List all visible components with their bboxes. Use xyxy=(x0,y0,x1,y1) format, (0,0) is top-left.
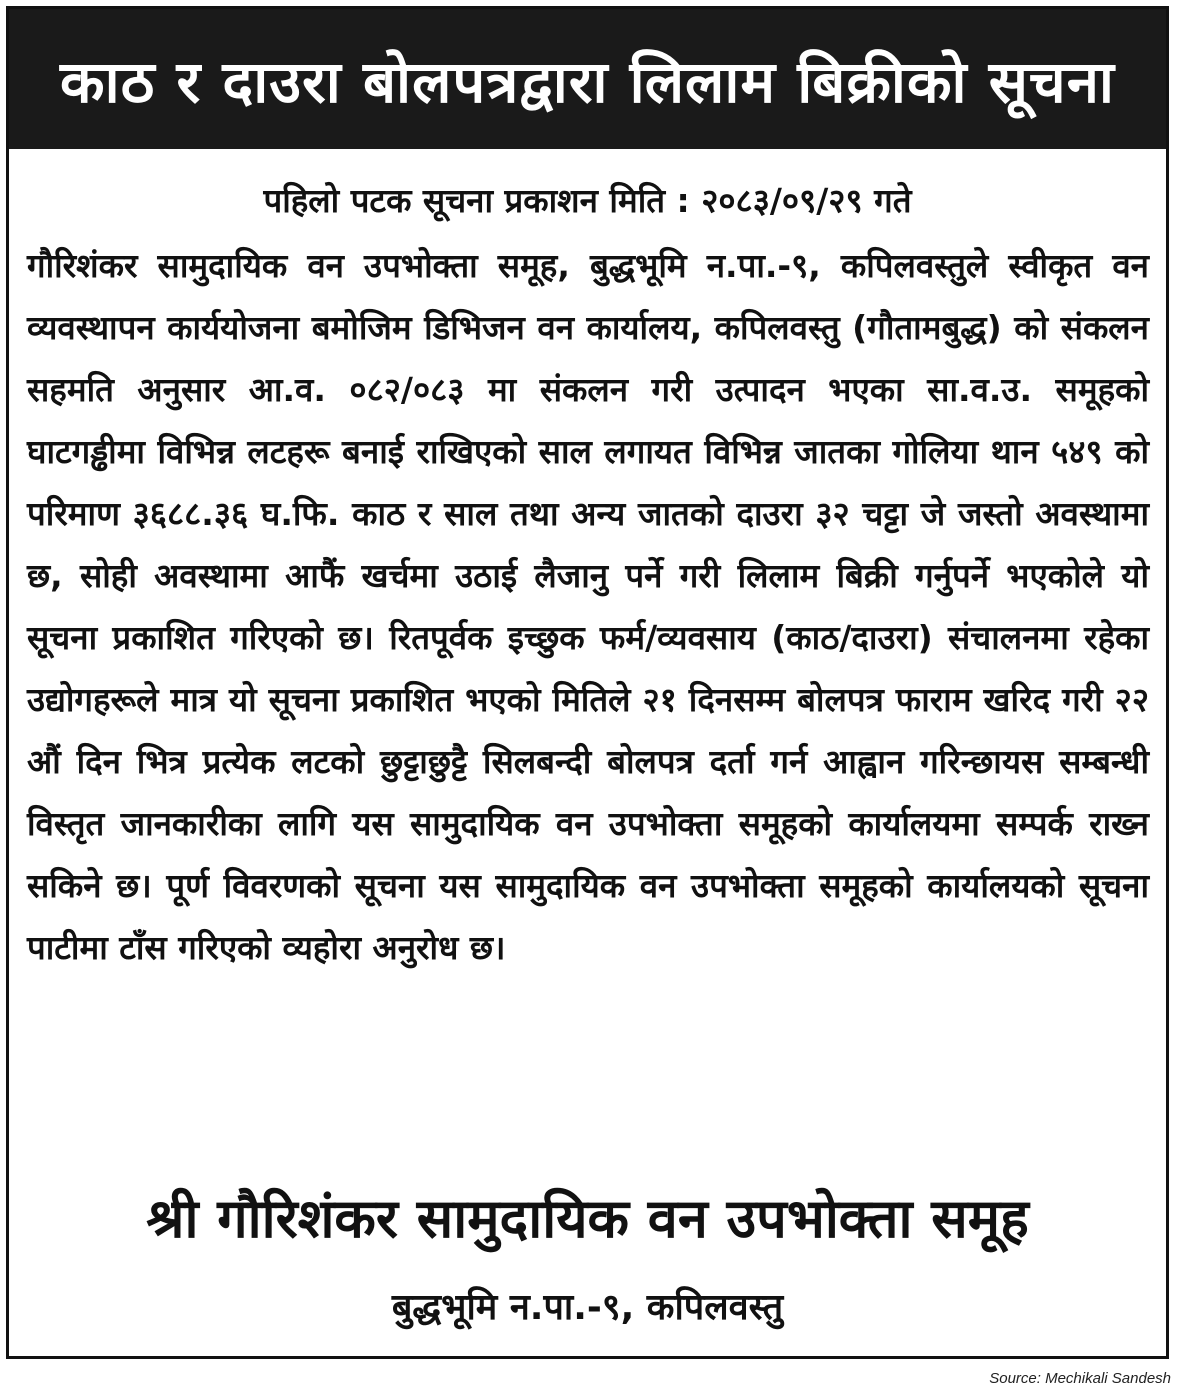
notice-body: गौरिशंकर सामुदायिक वन उपभोक्ता समूह, बुद्धभूमि न.पा.-९, कपिलवस्तुले स्वीकृत वन व्यवस्थापन कार्ययोजना बमोजिम डिभिजन वन कार्यालय, कपिलवस्तु (गौतामबुद्ध) को संकलन सहमति अनुसार आ.व. ०८२/०८३ मा संकलन गरी उत्पादन भएका सा.व.उ. समूहको घाटगड्ढीमा विभिन्न लटहरू बनाई राखिएको साल लगायत विभिन्न जातका गोलिया थान ५४९ को परिमाण ३६८८.३६ घ.फि. काठ र साल तथा अन्य जातको दाउरा ३२ चट्टा जे जस्तो अवस्थामा छ, सोही अवस्थामा आफैं खर्चमा उठाई लैजानु पर्ने गरी लिलाम बिक्री गर्नुपर्ने भएकोले यो सूचना प्रकाशित गरिएको छ। रितपूर्वक इच्छुक फर्म/व्यवसाय (काठ/दाउरा) संचालनमा रहेका उद्योगहरूले मात्र यो सूचना प्रकाशित भएको मितिले २१ दिनसम्म बोलपत्र फाराम खरिद गरी २२ औं दिन भित्र प्रत्येक लटको छुट्टाछुट्टै सिलबन्दी बोलपत्र दर्ता गर्न आह्वान गरिन्छायस सम्बन्धी विस्तृत जानकारीका लागि यस सामुदायिक वन उपभोक्ता समूहको कार्यालयमा सम्पर्क राख्न सकिने छ। पूर्ण विवरणको सूचना यस सामुदायिक वन उपभोक्ता समूहको कार्यालयको सूचना पाटीमा टाँस गरिएको व्यहोरा अनुरोध छ। xyxy=(27,246,1149,967)
publication-date-line: पहिलो पटक सूचना प्रकाशन मिति : २०८३/०९/२९ गते xyxy=(263,181,912,220)
notice-title: काठ र दाउरा बोलपत्रद्वारा लिलाम बिक्रीको सूचना xyxy=(60,47,1115,116)
title-bar xyxy=(9,9,1166,149)
notice-frame xyxy=(6,6,1169,1359)
organization-address: बुद्धभूमि न.पा.-९, कपिलवस्तु xyxy=(391,1287,784,1328)
source-note: Source: Mechikali Sandesh xyxy=(989,1370,1171,1387)
organization-name: श्री गौरिशंकर सामुदायिक वन उपभोक्ता समूह xyxy=(146,1187,1029,1250)
